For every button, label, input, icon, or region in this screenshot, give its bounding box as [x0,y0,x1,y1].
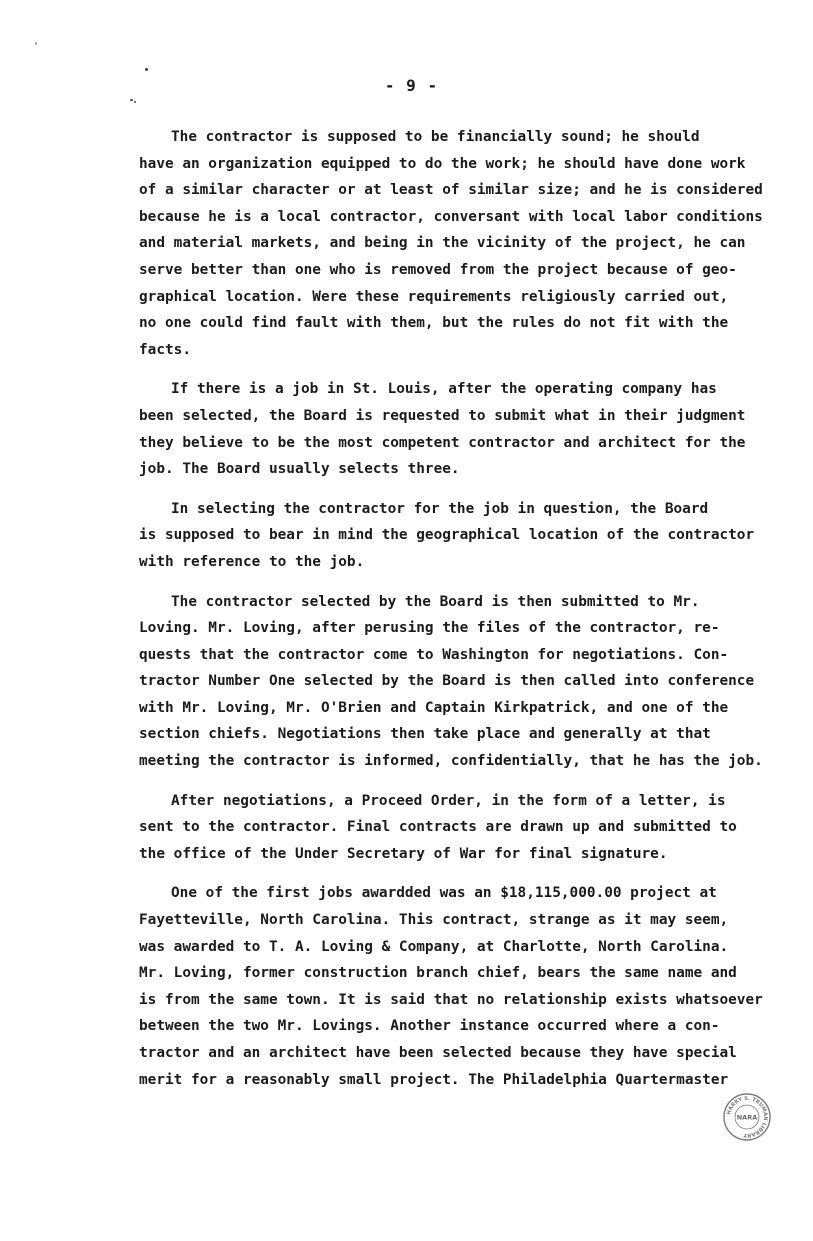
text-line: Fayetteville, North Carolina. This contract, strange as it may seem, [139,912,729,929]
page-number: - 9 - [384,76,439,95]
text-line: is from the same town. It is said that no relationship exists whatsoever [139,991,763,1008]
text-line: sent to the contractor. Final contracts are drawn up and submitted to [139,819,737,836]
text-line: the office of the Under Secretary of War for final signature. [139,845,668,862]
text-line: If there is a job in St. Louis, after the operating company has [171,381,717,398]
text-line: serve better than one who is removed from the project because of geo- [139,261,737,278]
text-line: The contractor is supposed to be financially sound; he should [171,129,700,145]
text-line: In selecting the contractor for the job in question, the Board [171,500,709,517]
scan-speck [134,101,136,103]
paragraph [139,788,779,868]
paragraph [139,496,779,576]
text-line: tractor Number One selected by the Board is then called into conference [139,673,755,690]
text-line: been selected, the Board is requested to submit what in their judgment [139,407,746,424]
text-line: is supposed to bear in mind the geographical location of the contractor [139,527,755,544]
paragraph [139,589,779,775]
svg-text:HARRY S. TRUMAN LIBRARY: HARRY S. TRUMAN LIBRARY [726,1095,769,1139]
text-line: because he is a local contractor, conversant with local labor conditions [139,208,763,225]
text-line: After negotiations, a Proceed Order, in the form of a letter, is [171,792,726,809]
text-line: of a similar character or at least of similar size; and he is considered [139,182,763,199]
text-line: job. The Board usually selects three. [139,461,460,478]
body-text [139,124,779,1106]
text-line: and material markets, and being in the vicinity of the project, he can [139,235,746,252]
text-line: have an organization equipped to do the work; he should have done work [139,155,746,172]
svg-text:NARA: NARA [736,1113,758,1122]
text-line: with reference to the job. [139,553,365,570]
text-line: section chiefs. Negotiations then take place and generally at that [139,726,711,743]
text-line: graphical location. Were these requirements religiously carried out, [139,288,729,305]
text-line: The contractor selected by the Board is then submitted to Mr. [171,593,700,610]
paragraph [139,880,779,1093]
text-line: Loving. Mr. Loving, after perusing the files of the contractor, re- [139,620,720,637]
text-line: was awarded to T. A. Loving & Company, at Charlotte, North Carolina. [139,938,729,955]
text-line: Mr. Loving, former construction branch chief, bears the same name and [139,965,737,982]
text-line: no one could find fault with them, but the rules do not fit with the [139,315,729,332]
paragraph [139,376,779,482]
scan-speck [145,68,148,71]
text-line: they believe to be the most competent contractor and architect for the [139,434,746,451]
text-line: One of the first jobs awardded was an $18,115,000.00 project at [171,885,717,902]
text-line: meeting the contractor is informed, confidentially, that he has the job. [139,753,763,770]
text-line: quests that the contractor come to Washington for negotiations. Con- [139,646,729,663]
text-line: merit for a reasonably small project. The Philadelphia Quartermaster [139,1071,729,1088]
text-line: with Mr. Loving, Mr. O'Brien and Captain Kirkpatrick, and one of the [139,699,729,716]
library-stamp [722,1092,772,1142]
text-line: between the two Mr. Lovings. Another instance occurred where a con- [139,1018,720,1035]
text-line: facts. [139,341,191,358]
text-line: tractor and an architect have been selected because they have special [139,1045,737,1061]
scan-speck [130,99,133,101]
scan-speck [35,42,37,45]
paragraph [139,124,779,363]
